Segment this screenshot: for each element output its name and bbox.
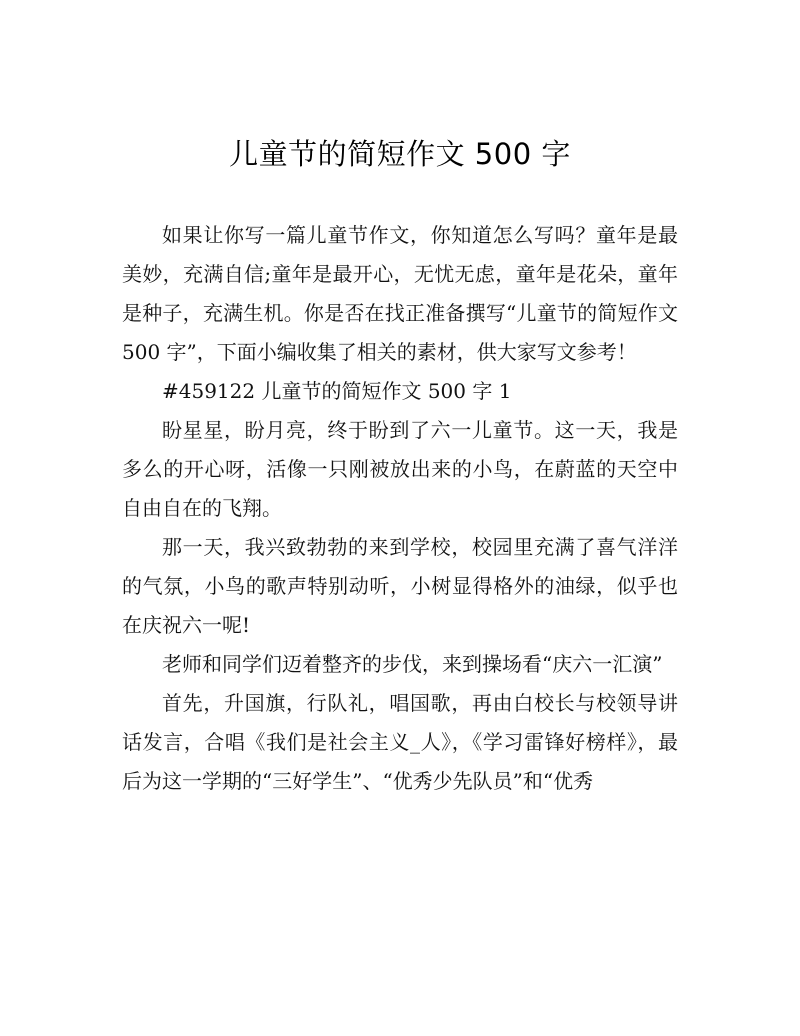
- paragraph-ceremony: 首先，升国旗，行队礼，唱国歌，再由白校长与校领导讲话发言，合唱《我们是社会主义_人》，《学习雷锋好榜样》，最后为这一学期的“三好学生”、“优秀少先队员”和“优秀: [122, 691, 678, 793]
- paragraph-school: 那一天，我兴致勃勃的来到学校，校园里充满了喜气洋洋的气氛，小鸟的歌声特别动听，小树显得格外的油绿，似乎也在庆祝六一呢!: [122, 535, 678, 637]
- paragraph-performance: 老师和同学们迈着整齐的步伐，来到操场看“庆六一汇演”: [162, 652, 663, 676]
- page-title: 儿童节的简短作文 500 字: [229, 137, 571, 171]
- paragraph-childrens-day: 盼星星，盼月亮，终于盼到了六一儿童节。这一天，我是多么的开心呀，活像一只刚被放出来的小鸟，在蔚蓝的天空中自由自在的飞翔。: [122, 418, 678, 520]
- paragraph-section-heading: #459122 儿童节的简短作文 500 字 1: [162, 379, 512, 403]
- article-body: [122, 216, 678, 801]
- paragraph-intro: 如果让你写一篇儿童节作文，你知道怎么写吗？童年是最美妙，充满自信;童年是最开心，无忧无虑，童年是花朵，童年是种子，充满生机。你是否在找正准备撰写“儿童节的简短作文 500 字”，下面小编收集了相关的素材，供大家写文参考！: [122, 223, 678, 364]
